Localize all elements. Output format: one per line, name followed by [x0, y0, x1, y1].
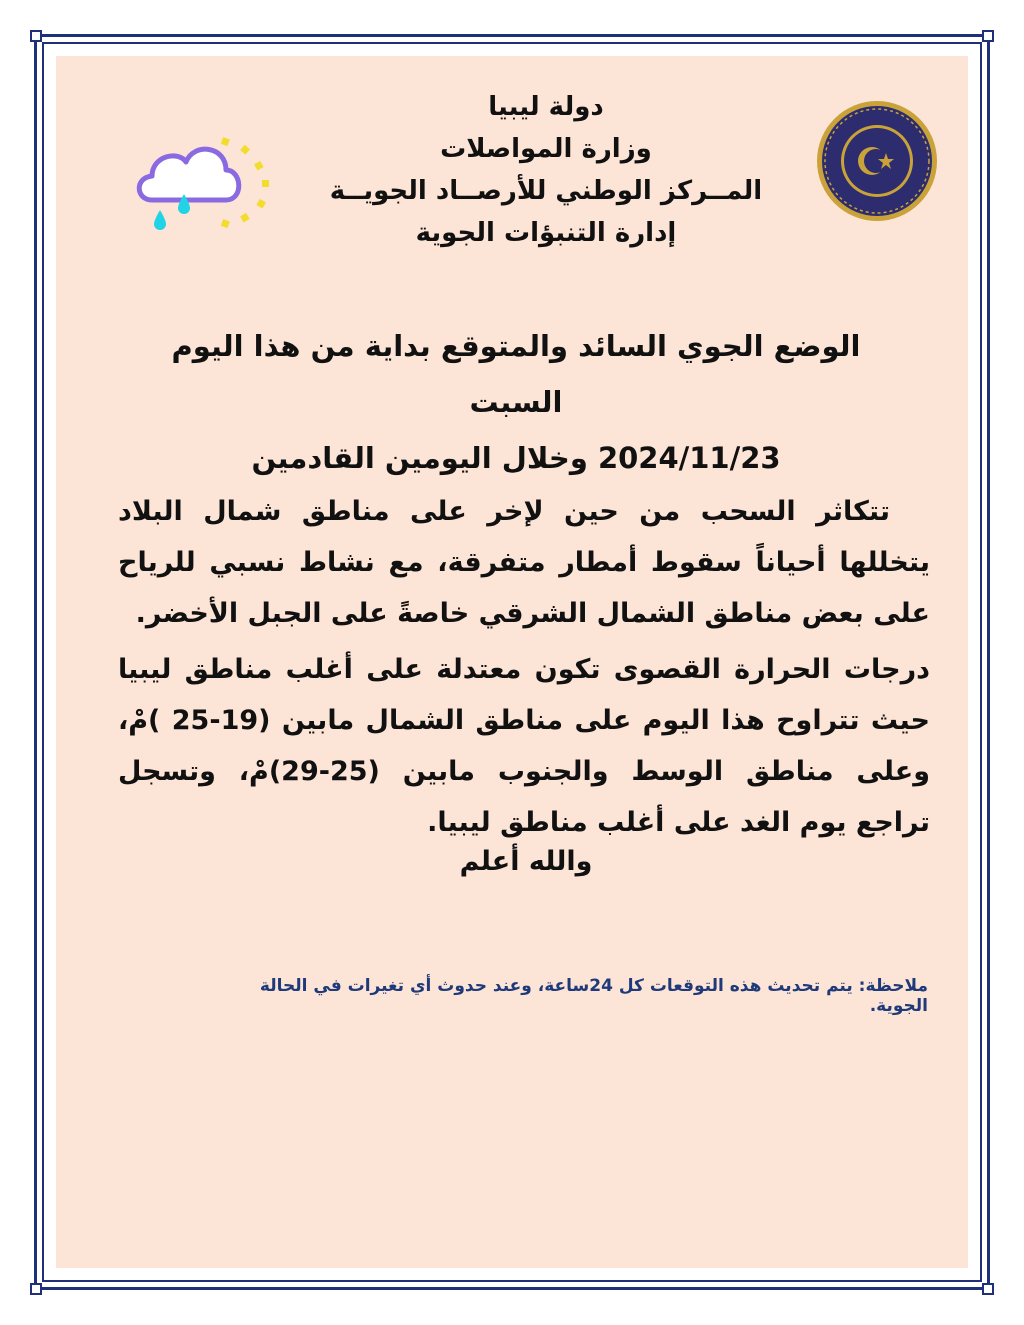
- header-ministry: وزارة المواصلات: [440, 134, 652, 164]
- corner-ornament: [30, 30, 42, 42]
- closing-phrase: والله أعلم: [459, 846, 593, 877]
- forecast-paragraph-temperatures: درجات الحرارة القصوى تكون معتدلة على أغلب مناطق ليبيا حيث تتراوح هذا اليوم على مناطق الشمال مابين (19-25 )مْ، وعلى مناطق الوسط والجنوب مابين (25-29)مْ، وتسجل تراجع يوم الغد على أغلب مناطق ليبيا.: [118, 654, 930, 838]
- corner-ornament: [982, 30, 994, 42]
- header-center: المــركز الوطني للأرصــاد الجويــة: [329, 176, 763, 206]
- cloud-sun-rain-icon: [130, 128, 280, 238]
- header-country: دولة ليبيا: [488, 92, 604, 122]
- title-line-2: 2024/11/23 وخلال اليومين القادمين: [251, 441, 781, 475]
- document-page: [56, 56, 968, 1268]
- update-note: ملاحظة: يتم تحديث هذه التوقعات كل 24ساعة، وعند حدوث أي تغيرات في الحالة الجوية.: [259, 976, 928, 1016]
- forecast-paragraph-clouds: تتكاثر السحب من حين لإخر على مناطق شمال البلاد يتخللها أحياناً سقوط أمطار متفرقة، مع نشاط نسبي للرياح على بعض مناطق الشمال الشرقي خاصةً على الجبل الأخضر.: [118, 496, 930, 629]
- forecast-title: [126, 318, 906, 486]
- title-line-1: الوضع الجوي السائد والمتوقع بداية من هذا اليوم السبت: [171, 329, 861, 419]
- corner-ornament: [982, 1283, 994, 1295]
- document-header: [296, 86, 796, 254]
- header-department: إدارة التنبؤات الجوية: [415, 218, 677, 248]
- libya-emblem-icon: [814, 98, 940, 224]
- corner-ornament: [30, 1283, 42, 1295]
